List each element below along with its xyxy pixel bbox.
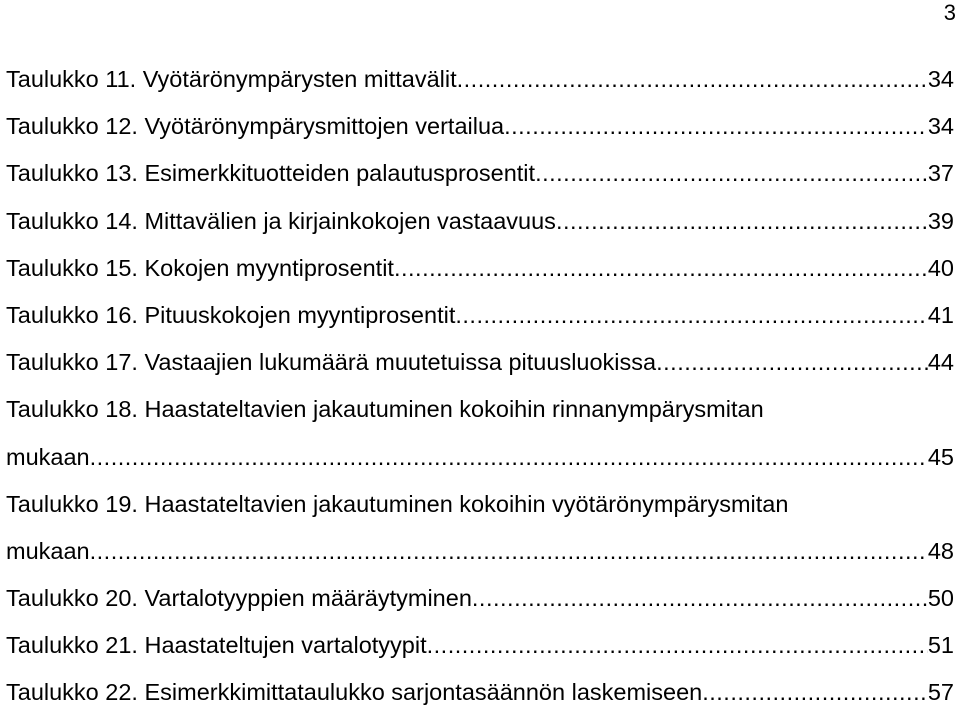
dot-leader bbox=[656, 339, 928, 386]
dot-leader bbox=[472, 575, 928, 622]
toc-entry-label: Taulukko 15. Kokojen myyntiprosentit bbox=[6, 254, 394, 281]
toc-entry-11[interactable] bbox=[6, 56, 954, 103]
dot-leader bbox=[535, 150, 928, 197]
toc-entry-18[interactable] bbox=[6, 434, 954, 481]
dot-leader bbox=[702, 669, 928, 716]
toc-entry-15[interactable] bbox=[6, 245, 954, 292]
toc-entry-label: Taulukko 12. Vyötärönympärysmittojen vertailua bbox=[6, 113, 505, 140]
table-of-tables bbox=[6, 56, 954, 717]
toc-entry-label: Taulukko 11. Vyötärönympärysten mittavälit bbox=[6, 66, 457, 92]
toc-entry-17[interactable] bbox=[6, 339, 954, 386]
toc-entry-21[interactable] bbox=[6, 622, 954, 669]
toc-entry-label: Taulukko 17. Vastaajien lukumäärä muutetuissa pituusluokissa bbox=[6, 349, 657, 376]
dot-leader bbox=[504, 103, 928, 150]
dot-leader bbox=[90, 528, 928, 575]
page-number: 3 bbox=[943, 0, 956, 25]
toc-entry-22[interactable] bbox=[6, 669, 954, 716]
toc-entry-16[interactable] bbox=[6, 292, 954, 339]
toc-entry-label: Taulukko 16. Pituuskokojen myyntiprosentit bbox=[6, 301, 456, 328]
toc-entry-label: Taulukko 22. Esimerkkimittataulukko sarjontasäännön laskemiseen bbox=[6, 679, 703, 706]
toc-entry-page: 48 bbox=[927, 537, 954, 564]
dot-leader bbox=[556, 198, 928, 245]
toc-entry-page: 34 bbox=[927, 113, 954, 140]
toc-entry-page: 44 bbox=[927, 349, 954, 376]
toc-entry-label: Taulukko 21. Haastateltujen vartalotyypit bbox=[6, 632, 427, 659]
toc-entry-14[interactable] bbox=[6, 198, 954, 245]
toc-entry-page: 39 bbox=[927, 207, 954, 234]
toc-entry-label: Taulukko 14. Mittavälien ja kirjainkokojen vastaavuus bbox=[6, 207, 556, 234]
toc-entry-12[interactable] bbox=[6, 103, 954, 150]
toc-entry-page: 50 bbox=[927, 585, 954, 612]
toc-entry-page: 40 bbox=[927, 254, 954, 281]
dot-leader bbox=[394, 245, 928, 292]
toc-entry-label: Taulukko 20. Vartalotyyppien määräytyminen bbox=[6, 585, 472, 612]
dot-leader bbox=[457, 56, 928, 103]
toc-entry-label: mukaan bbox=[6, 443, 90, 470]
dot-leader bbox=[90, 434, 928, 481]
toc-entry-label: mukaan bbox=[6, 537, 90, 564]
toc-entry-19[interactable] bbox=[6, 528, 954, 575]
toc-entry-label: Taulukko 13. Esimerkkituotteiden palautusprosentit bbox=[6, 160, 536, 187]
toc-entry-18-first-line[interactable]: Taulukko 18. Haastateltavien jakautuminen kokoihin rinnanympärysmitan bbox=[6, 396, 764, 423]
toc-entry-page: 41 bbox=[927, 301, 954, 328]
toc-entry-page: 34 bbox=[927, 66, 954, 92]
toc-entry-13[interactable] bbox=[6, 150, 954, 197]
toc-entry-20[interactable] bbox=[6, 575, 954, 622]
toc-entry-page: 51 bbox=[927, 632, 954, 659]
toc-entry-page: 57 bbox=[927, 679, 954, 706]
toc-entry-page: 37 bbox=[927, 160, 954, 187]
dot-leader bbox=[455, 292, 928, 339]
dot-leader bbox=[427, 622, 928, 669]
toc-entry-19-first-line[interactable]: Taulukko 19. Haastateltavien jakautuminen kokoihin vyötärönympärysmitan bbox=[6, 490, 789, 517]
toc-entry-page: 45 bbox=[927, 443, 954, 470]
